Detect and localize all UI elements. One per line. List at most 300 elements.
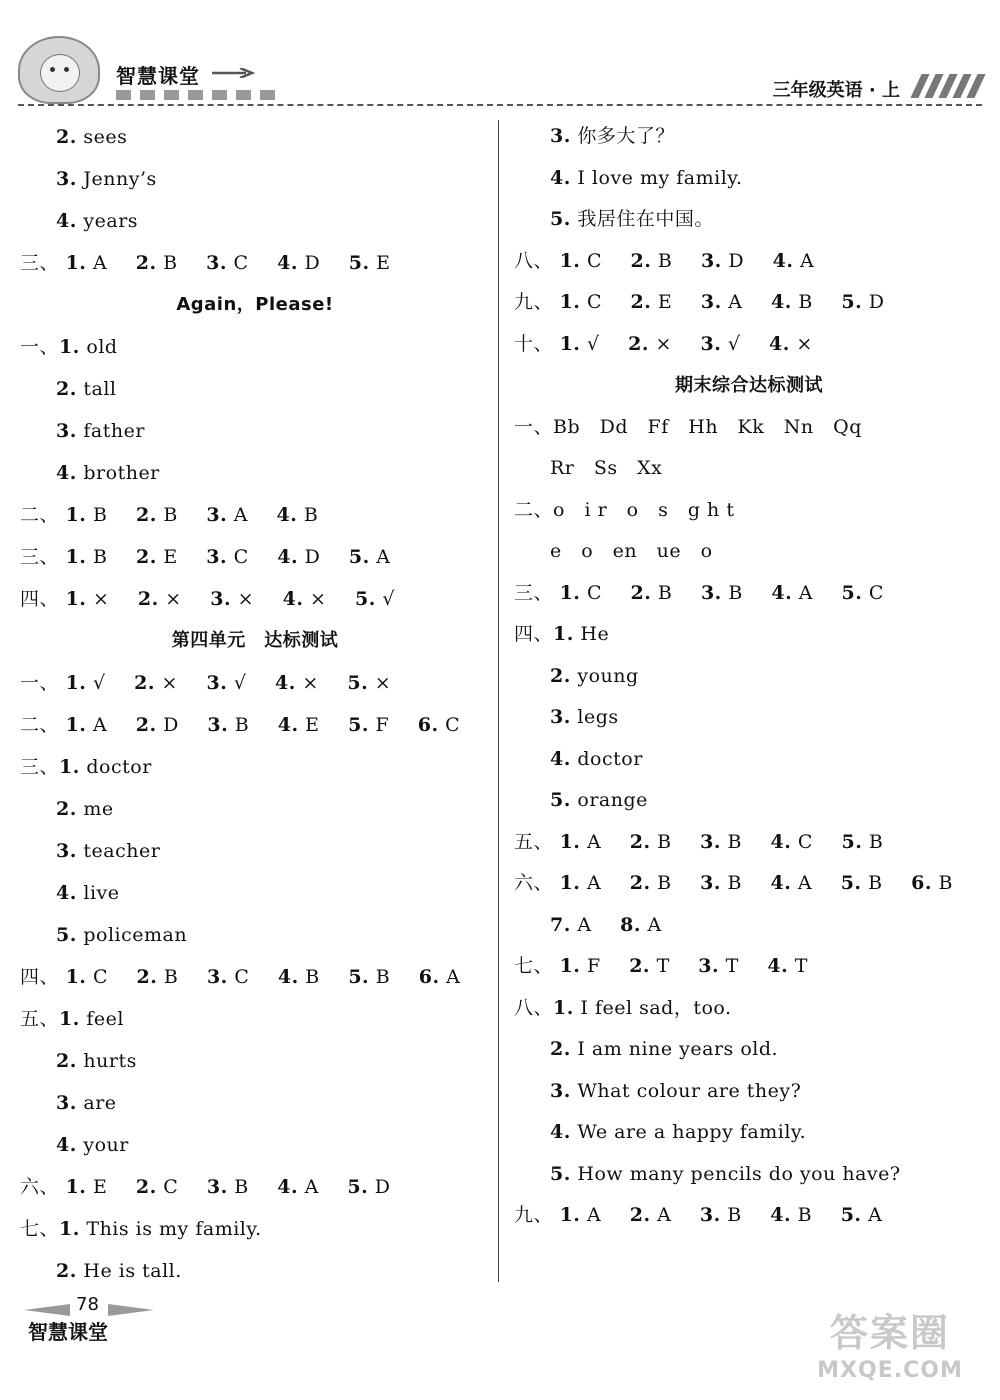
- item-number: 5.: [355, 588, 376, 610]
- mascot-eye: [50, 67, 55, 72]
- item-number: 3.: [207, 714, 229, 736]
- answer-text: He is tall.: [76, 1260, 182, 1282]
- item-number: 1.: [59, 1008, 80, 1030]
- answer-line: [514, 241, 984, 283]
- answer-text: √: [86, 672, 106, 694]
- answer-text: A: [86, 714, 108, 736]
- answer-text: I am nine years old.: [570, 1038, 779, 1060]
- item-number: 4.: [56, 210, 77, 232]
- answer-text: young: [570, 664, 639, 687]
- answer-item: [347, 1166, 390, 1208]
- answer-line: [514, 1195, 984, 1237]
- item-number: 1.: [559, 291, 581, 313]
- answer-line: [20, 410, 490, 452]
- answer-line: [20, 452, 490, 494]
- item-number: 3.: [700, 332, 722, 355]
- answer-text: B: [156, 504, 178, 526]
- answer-line: [20, 956, 490, 998]
- item-number: 3.: [550, 1079, 571, 1102]
- right-column: [514, 116, 984, 1237]
- answer-line: [514, 282, 984, 324]
- item-number: 3.: [210, 588, 232, 610]
- answer-text: live: [76, 882, 120, 904]
- item-number: 2.: [137, 588, 159, 610]
- answer-item: [630, 1195, 672, 1237]
- answer-line: [514, 490, 984, 532]
- item-number: 3.: [550, 125, 571, 147]
- answer-text: B: [721, 581, 743, 604]
- item-number: 3.: [700, 830, 721, 853]
- answer-text: Rr Ss Xx: [550, 457, 663, 479]
- answer-text: A: [861, 1204, 883, 1226]
- answer-text: are: [76, 1092, 117, 1114]
- answer-text: D: [156, 714, 179, 736]
- item-number: 2.: [630, 291, 652, 313]
- item-number: 3.: [550, 706, 571, 728]
- answer-line: [20, 368, 490, 410]
- item-number: 3.: [206, 546, 228, 568]
- answer-item: [66, 956, 108, 998]
- item-number: 4.: [550, 747, 571, 770]
- item-number: 2.: [56, 1050, 77, 1072]
- answer-item: [631, 282, 673, 324]
- footer-brand: 智慧课堂: [28, 1320, 108, 1344]
- item-number: 5.: [348, 714, 369, 736]
- answer-line: [20, 494, 490, 536]
- answer-item: [560, 1195, 602, 1237]
- answer-text: T: [650, 955, 670, 977]
- answer-text: B: [86, 546, 108, 568]
- item-number: 1.: [65, 504, 87, 526]
- item-number: 3.: [56, 168, 77, 190]
- answer-line: [514, 448, 984, 490]
- answer-item: [770, 1195, 812, 1237]
- answer-item: [560, 822, 602, 864]
- answer-line: [514, 988, 984, 1030]
- item-number: 2.: [136, 966, 158, 988]
- answer-line: [20, 536, 490, 578]
- answer-item: [66, 494, 108, 536]
- section-label: 三、: [20, 546, 60, 568]
- answer-text: D: [298, 546, 321, 568]
- answer-item: [66, 242, 108, 284]
- answer-line: [20, 998, 490, 1040]
- section-title: 期末综合达标测试: [675, 375, 823, 396]
- answer-text: B: [720, 830, 742, 853]
- answer-text: C: [227, 546, 249, 568]
- answer-item: [136, 536, 178, 578]
- item-number: 5.: [840, 1204, 862, 1226]
- item-number: 1.: [559, 249, 581, 272]
- item-number: 2.: [135, 252, 157, 274]
- answer-item: [349, 242, 391, 284]
- item-number: 2.: [550, 1038, 571, 1060]
- item-number: 5.: [841, 291, 863, 313]
- item-number: 1.: [559, 332, 581, 355]
- item-number: 3.: [699, 1204, 721, 1226]
- answer-text: F: [368, 714, 390, 736]
- answer-line: [514, 1029, 984, 1071]
- answer-text: A: [791, 872, 813, 894]
- answer-text: A: [793, 249, 815, 272]
- answer-text: D: [297, 252, 321, 274]
- answer-item: [207, 956, 249, 998]
- item-number: 1.: [559, 830, 581, 853]
- answer-text: ×: [231, 588, 255, 610]
- answer-text: B: [651, 249, 673, 272]
- section-label: 二、: [20, 504, 60, 526]
- answer-text: ×: [154, 672, 178, 694]
- section-label: 九、: [514, 1204, 554, 1226]
- answer-text: T: [719, 955, 739, 977]
- answer-text: √: [721, 332, 741, 355]
- answer-text: F: [580, 955, 601, 977]
- watermark-title: 答案圈: [829, 1311, 950, 1355]
- item-number: 7.: [550, 913, 571, 936]
- item-number: 2.: [135, 504, 157, 526]
- answer-item: [347, 662, 391, 704]
- section-label: 三、: [20, 252, 60, 274]
- answer-text: B: [720, 1204, 742, 1226]
- answer-line: [514, 573, 984, 615]
- answer-text: B: [650, 872, 672, 894]
- answer-item: [698, 946, 739, 988]
- mascot-face: [40, 54, 80, 92]
- answer-item: [66, 704, 108, 746]
- header-brand: 智慧课堂: [116, 64, 200, 88]
- item-number: 1.: [559, 1204, 581, 1226]
- item-number: 4.: [276, 504, 298, 526]
- item-number: 5.: [348, 546, 370, 568]
- item-number: 4.: [56, 462, 77, 484]
- answer-line: [514, 656, 984, 698]
- item-number: 4.: [277, 252, 298, 274]
- answer-item: [769, 324, 813, 366]
- answer-text: C: [580, 249, 602, 272]
- answer-text: T: [788, 955, 808, 977]
- item-number: 2.: [135, 546, 157, 568]
- answer-item: [773, 241, 815, 283]
- item-number: 1.: [553, 623, 574, 645]
- watermark-logo: [800, 1310, 980, 1394]
- answer-text: B: [791, 1204, 813, 1226]
- answer-line: [20, 830, 490, 872]
- answer-text: feel: [79, 1008, 124, 1030]
- item-number: 5.: [347, 1176, 369, 1198]
- answer-item: [560, 324, 600, 366]
- item-number: 4.: [769, 332, 790, 355]
- answer-text: legs: [570, 706, 619, 728]
- answer-text: C: [86, 966, 108, 988]
- answer-text: doctor: [570, 747, 643, 770]
- item-number: 3.: [206, 672, 228, 694]
- answer-item: [419, 956, 461, 998]
- page-footer: [20, 1290, 220, 1350]
- answer-text: √: [227, 672, 247, 694]
- answer-text: A: [650, 1204, 672, 1226]
- item-number: 2.: [134, 672, 155, 694]
- answer-item: [66, 578, 110, 620]
- item-number: 2.: [628, 332, 649, 355]
- section-label: 八、: [514, 996, 554, 1019]
- section-label: 四、: [20, 966, 60, 988]
- answer-item: [277, 242, 320, 284]
- answer-item: [842, 822, 884, 864]
- answer-text: teacher: [76, 840, 161, 862]
- item-number: 3.: [700, 291, 722, 313]
- answer-text: C: [156, 1176, 179, 1198]
- answer-item: [771, 863, 813, 905]
- answer-line: [20, 116, 490, 158]
- answer-text: sees: [76, 126, 128, 148]
- answer-item: [700, 863, 742, 905]
- item-number: 4.: [275, 672, 296, 694]
- answer-line: [514, 1071, 984, 1113]
- section-title: 第四单元 达标测试: [171, 630, 339, 651]
- answer-text: E: [369, 252, 391, 274]
- item-number: 5.: [348, 966, 370, 988]
- item-number: 1.: [59, 756, 80, 778]
- answer-line: [20, 1208, 490, 1250]
- answer-text: doctor: [79, 756, 152, 778]
- answer-item: [277, 1166, 319, 1208]
- answer-line: [20, 662, 490, 704]
- answer-text: Bb Dd Ff Hh Kk Nn Qq: [553, 415, 862, 438]
- answer-item: [629, 946, 670, 988]
- answer-text: A: [580, 872, 602, 894]
- answer-line: [514, 531, 984, 573]
- item-number: 1.: [65, 546, 87, 568]
- answer-text: A: [227, 504, 248, 526]
- section-label: 四、: [20, 588, 60, 610]
- girl-mascot-icon: [18, 36, 100, 104]
- answer-item: [841, 282, 884, 324]
- answer-text: B: [86, 504, 108, 526]
- answer-text: policeman: [76, 924, 188, 946]
- slash-decoration-icon: [916, 74, 980, 98]
- item-number: 4.: [277, 966, 299, 988]
- item-number: 2.: [56, 378, 77, 400]
- item-number: 1.: [559, 955, 581, 977]
- answer-text: orange: [570, 789, 648, 811]
- answer-item: [137, 956, 179, 998]
- answer-line: [514, 199, 984, 241]
- item-number: 4.: [772, 249, 794, 272]
- item-number: 5.: [56, 924, 77, 946]
- section-label: 七、: [20, 1218, 60, 1240]
- answer-item: [841, 1195, 883, 1237]
- section-label: 五、: [20, 1008, 60, 1030]
- answer-line: [20, 1166, 490, 1208]
- answer-text: D: [368, 1176, 391, 1198]
- item-number: 5.: [347, 672, 369, 694]
- item-number: 2.: [135, 1176, 157, 1198]
- answer-item: [207, 704, 249, 746]
- item-number: 3.: [56, 420, 77, 442]
- item-number: 5.: [550, 789, 571, 811]
- answer-item: [66, 536, 108, 578]
- item-number: 2.: [56, 1260, 77, 1282]
- answer-text: father: [76, 420, 145, 442]
- item-number: 1.: [65, 966, 87, 988]
- answer-text: ×: [789, 332, 813, 355]
- section-label: 二、: [514, 498, 554, 521]
- answer-text: Jenny’s: [76, 168, 157, 190]
- answer-text: √: [580, 332, 600, 355]
- answer-line: [514, 324, 984, 366]
- item-number: 5.: [348, 252, 370, 274]
- section-label: 二、: [20, 714, 60, 736]
- answer-text: A: [580, 830, 602, 853]
- answer-text: B: [297, 504, 319, 526]
- answer-text: tall: [76, 378, 117, 400]
- answer-text: ×: [368, 672, 392, 694]
- item-number: 5.: [550, 208, 571, 230]
- item-number: 2.: [629, 872, 651, 894]
- section-label: 七、: [514, 955, 554, 977]
- answer-text: B: [650, 830, 672, 853]
- answer-item: [628, 324, 672, 366]
- answer-item: [771, 282, 813, 324]
- answer-text: A: [439, 966, 461, 988]
- answer-text: A: [641, 913, 662, 936]
- section-label: 十、: [514, 332, 554, 355]
- item-number: 2.: [56, 126, 77, 148]
- item-number: 5.: [841, 581, 863, 604]
- item-number: 2.: [629, 1204, 651, 1226]
- answer-item: [630, 863, 672, 905]
- answer-text: 我居住在中国。: [570, 208, 714, 230]
- answer-text: A: [86, 252, 108, 274]
- answer-item: [134, 662, 178, 704]
- answer-text: o i r o s g h t: [553, 498, 735, 521]
- answer-text: This is my family.: [79, 1218, 262, 1240]
- answer-line: [514, 780, 984, 822]
- item-number: 2.: [629, 955, 651, 977]
- item-number: 1.: [65, 588, 87, 610]
- item-number: 4.: [767, 955, 789, 977]
- item-number: 2.: [550, 664, 571, 687]
- answer-line: [20, 1124, 490, 1166]
- answer-item: [278, 956, 320, 998]
- item-number: 2.: [56, 798, 77, 820]
- answer-line: [514, 739, 984, 781]
- answer-item: [771, 822, 813, 864]
- answer-text: B: [228, 714, 250, 736]
- item-number: 4.: [282, 588, 304, 610]
- item-number: 4.: [56, 882, 77, 904]
- answer-line: [514, 614, 984, 656]
- section-label: 三、: [20, 756, 60, 778]
- answer-item: [701, 282, 743, 324]
- answer-text: ×: [303, 588, 327, 610]
- section-label: 八、: [514, 249, 554, 272]
- item-number: 4.: [550, 1121, 571, 1143]
- answer-item: [842, 573, 884, 615]
- answer-text: ×: [86, 588, 110, 610]
- answer-item: [767, 946, 808, 988]
- answer-item: [207, 1166, 249, 1208]
- section-label: 一、: [514, 415, 554, 438]
- answer-item: [277, 536, 320, 578]
- answer-item: [620, 905, 662, 947]
- answer-line: [514, 697, 984, 739]
- answer-item: [66, 662, 106, 704]
- header-rule: [18, 104, 982, 106]
- item-number: 4.: [770, 1204, 792, 1226]
- answer-line: [20, 872, 490, 914]
- answer-item: [700, 324, 740, 366]
- answer-line: [20, 704, 490, 746]
- mascot-eye: [64, 67, 69, 72]
- item-number: 1.: [59, 1218, 80, 1240]
- item-number: 1.: [65, 672, 87, 694]
- answer-line: [514, 863, 984, 905]
- answer-item: [206, 494, 248, 536]
- item-number: 1.: [65, 1176, 87, 1198]
- answer-text: B: [862, 830, 884, 853]
- item-number: 2.: [135, 714, 157, 736]
- answer-item: [206, 662, 246, 704]
- answer-item: [841, 863, 883, 905]
- answer-text: your: [76, 1134, 129, 1156]
- answer-text: C: [580, 291, 602, 313]
- answer-item: [355, 578, 395, 620]
- answer-text: ×: [295, 672, 319, 694]
- item-number: 3.: [206, 252, 227, 274]
- item-number: 2.: [630, 249, 652, 272]
- section-label: 一、: [20, 336, 60, 358]
- answer-text: C: [226, 252, 249, 274]
- answer-item: [138, 578, 182, 620]
- answer-item: [560, 946, 601, 988]
- item-number: 4.: [56, 1134, 77, 1156]
- item-number: 4.: [277, 546, 299, 568]
- answer-line: [514, 116, 984, 158]
- answer-text: I feel sad，too.: [573, 996, 732, 1019]
- left-column: [20, 116, 490, 1292]
- section-label: 三、: [514, 581, 554, 604]
- answer-text: What colour are they?: [570, 1079, 802, 1102]
- section-title: Again，Please!: [176, 294, 334, 315]
- answer-text: hurts: [76, 1050, 137, 1072]
- answer-text: A: [298, 1176, 319, 1198]
- item-number: 3.: [206, 504, 228, 526]
- answer-line: [514, 822, 984, 864]
- answer-line: [514, 1112, 984, 1154]
- watermark-url: MXQE.COM: [817, 1358, 963, 1383]
- answer-item: [550, 905, 592, 947]
- arrow-right-icon: [212, 68, 258, 78]
- answer-item: [631, 241, 673, 283]
- item-number: 6.: [418, 966, 440, 988]
- answer-text: He: [573, 623, 610, 645]
- item-number: 4.: [277, 714, 299, 736]
- item-number: 1.: [59, 336, 80, 358]
- item-number: 3.: [56, 1092, 77, 1114]
- answer-text: D: [862, 291, 885, 313]
- answer-item: [348, 704, 389, 746]
- section-label: 六、: [20, 1176, 60, 1198]
- answer-item: [136, 704, 179, 746]
- answer-text: ×: [158, 588, 182, 610]
- answer-text: years: [76, 210, 139, 232]
- answer-text: brother: [76, 462, 160, 484]
- answer-item: [700, 1195, 742, 1237]
- answer-text: B: [791, 291, 813, 313]
- answer-line: [20, 1250, 490, 1292]
- item-number: 2.: [629, 830, 651, 853]
